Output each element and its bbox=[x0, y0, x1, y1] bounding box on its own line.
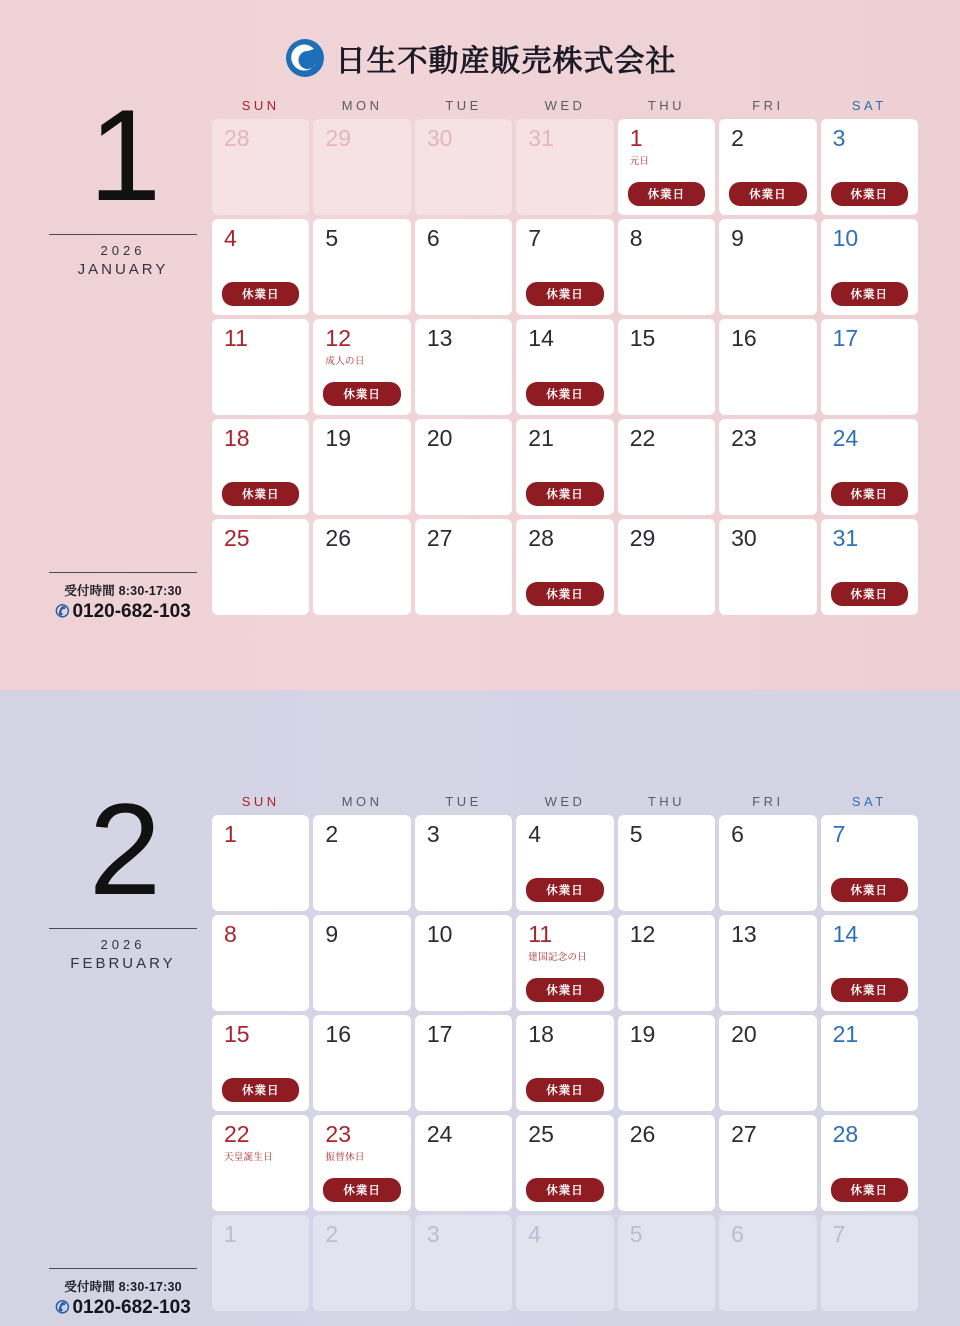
week-row bbox=[212, 119, 918, 215]
closed-badge: 休業日 bbox=[831, 878, 908, 902]
day-cell[interactable] bbox=[618, 815, 715, 911]
day-number: 23 bbox=[325, 1121, 352, 1147]
closed-badge: 休業日 bbox=[526, 382, 603, 406]
day-number: 3 bbox=[426, 1221, 440, 1247]
day-cell[interactable] bbox=[821, 519, 918, 615]
day-cell[interactable] bbox=[313, 319, 410, 415]
day-cell[interactable] bbox=[212, 915, 309, 1011]
day-number: 28 bbox=[224, 125, 250, 151]
day-number: 10 bbox=[426, 921, 453, 947]
day-number: 26 bbox=[325, 525, 352, 551]
week-row bbox=[212, 915, 918, 1011]
day-cell[interactable] bbox=[719, 815, 816, 911]
day-number: 21 bbox=[528, 425, 554, 451]
day-number: 24 bbox=[832, 425, 859, 451]
closed-badge: 休業日 bbox=[222, 282, 299, 306]
day-number: 3 bbox=[426, 821, 440, 847]
closed-badge: 休業日 bbox=[526, 482, 603, 506]
spiral-logo-icon bbox=[284, 37, 326, 79]
day-number: 16 bbox=[325, 1021, 352, 1047]
day-cell[interactable] bbox=[516, 1015, 613, 1111]
weekday-label-mon: MON bbox=[341, 98, 383, 113]
day-cell[interactable] bbox=[212, 319, 309, 415]
day-number: 22 bbox=[629, 425, 656, 451]
day-cell[interactable] bbox=[516, 119, 613, 215]
day-cell[interactable] bbox=[212, 1115, 309, 1211]
day-number: 29 bbox=[629, 525, 656, 551]
holiday-name: 天皇誕生日 bbox=[224, 1152, 274, 1163]
day-cell[interactable] bbox=[618, 119, 715, 215]
day-cell[interactable] bbox=[415, 1215, 512, 1311]
day-number: 7 bbox=[528, 225, 542, 251]
day-cell[interactable] bbox=[821, 1215, 918, 1311]
day-cell[interactable] bbox=[821, 1015, 918, 1111]
day-cell[interactable] bbox=[821, 419, 918, 515]
day-cell[interactable] bbox=[821, 219, 918, 315]
day-cell[interactable] bbox=[618, 419, 715, 515]
closed-badge: 休業日 bbox=[222, 1078, 299, 1102]
divider bbox=[49, 234, 197, 235]
day-number: 16 bbox=[731, 325, 757, 351]
holiday-name: 成人の日 bbox=[325, 356, 365, 367]
contact-block-january bbox=[38, 572, 208, 623]
day-number: 18 bbox=[528, 1021, 554, 1047]
day-number: 1 bbox=[224, 1221, 237, 1247]
day-cell[interactable] bbox=[821, 319, 918, 415]
day-number: 6 bbox=[731, 821, 744, 847]
weekday-header-row bbox=[212, 794, 918, 809]
closed-badge: 休業日 bbox=[831, 1178, 908, 1202]
day-cell[interactable] bbox=[719, 1015, 816, 1111]
holiday-name: 振替休日 bbox=[325, 1152, 365, 1163]
day-cell[interactable] bbox=[212, 419, 309, 515]
day-cell[interactable] bbox=[719, 1115, 816, 1211]
day-number: 4 bbox=[528, 1221, 542, 1247]
weekday-header-row bbox=[212, 98, 918, 113]
holiday-name: 元日 bbox=[629, 156, 650, 167]
day-number: 31 bbox=[528, 125, 554, 151]
divider bbox=[49, 928, 197, 929]
phone-number[interactable] bbox=[38, 601, 208, 623]
weekday-label-fri: FRI bbox=[752, 794, 784, 809]
month-name-en: FEBRUARY bbox=[70, 954, 176, 972]
closed-badge: 休業日 bbox=[526, 1178, 603, 1202]
year-label: 2026 bbox=[100, 936, 146, 952]
reception-hours: 受付時間 8:30-17:30 bbox=[64, 584, 182, 598]
day-number: 14 bbox=[528, 325, 554, 351]
phone-icon: ✆ bbox=[55, 602, 70, 621]
day-number: 6 bbox=[426, 225, 440, 251]
day-cell[interactable] bbox=[415, 915, 512, 1011]
day-number: 2 bbox=[325, 1221, 339, 1247]
day-number: 7 bbox=[832, 1221, 846, 1247]
day-cell[interactable] bbox=[212, 1015, 309, 1111]
closed-badge: 休業日 bbox=[526, 582, 603, 606]
day-cell[interactable] bbox=[415, 319, 512, 415]
phone-number[interactable] bbox=[38, 1297, 208, 1319]
day-number: 17 bbox=[426, 1021, 453, 1047]
week-row bbox=[212, 519, 918, 615]
day-cell[interactable] bbox=[516, 1115, 613, 1211]
day-number: 7 bbox=[832, 821, 846, 847]
day-cell[interactable] bbox=[821, 815, 918, 911]
weeks-february bbox=[212, 815, 918, 1311]
day-number: 15 bbox=[629, 325, 656, 351]
day-cell[interactable] bbox=[415, 119, 512, 215]
day-cell[interactable] bbox=[618, 519, 715, 615]
day-number: 20 bbox=[731, 1021, 757, 1047]
day-cell[interactable] bbox=[618, 219, 715, 315]
closed-badge: 休業日 bbox=[526, 878, 603, 902]
weekday-label-sat: SAT bbox=[851, 794, 887, 809]
day-cell[interactable] bbox=[415, 1115, 512, 1211]
day-cell[interactable] bbox=[618, 915, 715, 1011]
day-cell[interactable] bbox=[618, 319, 715, 415]
weeks-january bbox=[212, 119, 918, 615]
day-cell[interactable] bbox=[212, 119, 309, 215]
day-cell[interactable] bbox=[313, 815, 410, 911]
brand-header bbox=[0, 36, 960, 80]
day-number: 3 bbox=[832, 125, 846, 151]
closed-badge: 休業日 bbox=[729, 182, 806, 206]
day-number: 2 bbox=[325, 821, 339, 847]
day-number: 5 bbox=[629, 1221, 643, 1247]
weekday-label-tue: TUE bbox=[445, 794, 482, 809]
day-number: 18 bbox=[224, 425, 250, 451]
day-cell[interactable] bbox=[415, 815, 512, 911]
day-cell[interactable] bbox=[821, 915, 918, 1011]
day-cell[interactable] bbox=[313, 119, 410, 215]
day-cell[interactable] bbox=[313, 1015, 410, 1111]
day-number: 8 bbox=[224, 921, 237, 947]
day-cell[interactable] bbox=[313, 1215, 410, 1311]
weekday-label-tue: TUE bbox=[445, 98, 482, 113]
week-row bbox=[212, 419, 918, 515]
weekday-label-mon: MON bbox=[341, 794, 383, 809]
day-cell[interactable] bbox=[516, 1215, 613, 1311]
week-row bbox=[212, 815, 918, 911]
day-number: 12 bbox=[325, 325, 352, 351]
day-number: 31 bbox=[832, 525, 859, 551]
weekday-label-sun: SUN bbox=[241, 98, 280, 113]
calendar-february bbox=[212, 794, 918, 1311]
day-cell[interactable] bbox=[516, 815, 613, 911]
day-number: 12 bbox=[629, 921, 656, 947]
day-cell[interactable] bbox=[719, 419, 816, 515]
day-number: 5 bbox=[629, 821, 643, 847]
day-cell[interactable] bbox=[516, 219, 613, 315]
day-number: 17 bbox=[832, 325, 859, 351]
day-number: 9 bbox=[325, 921, 339, 947]
reception-hours: 受付時間 8:30-17:30 bbox=[64, 1280, 182, 1294]
closed-badge: 休業日 bbox=[526, 282, 603, 306]
day-number: 28 bbox=[832, 1121, 859, 1147]
day-number: 22 bbox=[224, 1121, 250, 1147]
day-number: 11 bbox=[224, 325, 248, 351]
day-number: 29 bbox=[325, 125, 352, 151]
week-row bbox=[212, 1115, 918, 1211]
day-cell[interactable] bbox=[719, 319, 816, 415]
day-cell[interactable] bbox=[719, 519, 816, 615]
day-number: 8 bbox=[629, 225, 643, 251]
day-cell[interactable] bbox=[618, 1215, 715, 1311]
day-number: 27 bbox=[426, 525, 453, 551]
day-number: 14 bbox=[832, 921, 859, 947]
closed-badge: 休業日 bbox=[831, 182, 908, 206]
brand-name: 日生不動産販売株式会社 bbox=[335, 44, 677, 79]
day-number: 5 bbox=[325, 225, 339, 251]
divider bbox=[49, 1268, 197, 1269]
day-number: 24 bbox=[426, 1121, 453, 1147]
day-number: 19 bbox=[629, 1021, 656, 1047]
day-number: 10 bbox=[832, 225, 859, 251]
day-number: 6 bbox=[731, 1221, 744, 1247]
phone-number-text: 0120-682-103 bbox=[72, 1297, 191, 1318]
day-cell[interactable] bbox=[821, 1115, 918, 1211]
day-number: 1 bbox=[224, 821, 237, 847]
day-cell[interactable] bbox=[415, 519, 512, 615]
day-cell[interactable] bbox=[516, 419, 613, 515]
week-row bbox=[212, 319, 918, 415]
month-label-january bbox=[38, 82, 208, 278]
day-number: 4 bbox=[528, 821, 542, 847]
week-row bbox=[212, 219, 918, 315]
contact-block-february bbox=[38, 1268, 208, 1319]
day-cell[interactable] bbox=[212, 815, 309, 911]
day-cell[interactable] bbox=[415, 219, 512, 315]
day-number: 27 bbox=[731, 1121, 757, 1147]
day-cell[interactable] bbox=[415, 419, 512, 515]
week-row bbox=[212, 1015, 918, 1111]
weekday-label-wed: WED bbox=[544, 98, 586, 113]
closed-badge: 休業日 bbox=[222, 482, 299, 506]
day-cell[interactable] bbox=[719, 119, 816, 215]
weekday-label-thu: THU bbox=[647, 98, 686, 113]
closed-badge: 休業日 bbox=[323, 382, 400, 406]
day-cell[interactable] bbox=[618, 1115, 715, 1211]
closed-badge: 休業日 bbox=[323, 1178, 400, 1202]
day-cell[interactable] bbox=[313, 1115, 410, 1211]
day-cell[interactable] bbox=[719, 219, 816, 315]
month-label-february bbox=[38, 776, 208, 972]
day-number: 25 bbox=[528, 1121, 554, 1147]
weekday-label-thu: THU bbox=[647, 794, 686, 809]
day-cell[interactable] bbox=[212, 219, 309, 315]
weekday-label-fri: FRI bbox=[752, 98, 784, 113]
month-number: 2 bbox=[88, 776, 158, 922]
weekday-label-sat: SAT bbox=[851, 98, 887, 113]
weekday-label-wed: WED bbox=[544, 794, 586, 809]
day-cell[interactable] bbox=[313, 419, 410, 515]
day-number: 23 bbox=[731, 425, 757, 451]
day-number: 9 bbox=[731, 225, 744, 251]
phone-icon: ✆ bbox=[55, 1298, 70, 1317]
day-number: 11 bbox=[528, 921, 553, 947]
day-number: 13 bbox=[731, 921, 757, 947]
closed-badge: 休業日 bbox=[831, 582, 908, 606]
weekday-label-sun: SUN bbox=[241, 794, 280, 809]
day-number: 4 bbox=[224, 225, 237, 251]
calendar-january bbox=[212, 98, 918, 615]
day-number: 15 bbox=[224, 1021, 250, 1047]
closed-badge: 休業日 bbox=[831, 282, 908, 306]
day-number: 1 bbox=[629, 125, 643, 151]
day-number: 26 bbox=[629, 1121, 656, 1147]
day-number: 28 bbox=[528, 525, 554, 551]
day-cell[interactable] bbox=[821, 119, 918, 215]
closed-badge: 休業日 bbox=[831, 978, 908, 1002]
month-panel-february bbox=[0, 690, 960, 1326]
day-cell[interactable] bbox=[313, 519, 410, 615]
day-cell[interactable] bbox=[415, 1015, 512, 1111]
month-name-en: JANUARY bbox=[77, 260, 169, 278]
week-row bbox=[212, 1215, 918, 1311]
day-cell[interactable] bbox=[212, 519, 309, 615]
month-number: 1 bbox=[88, 82, 158, 228]
day-cell[interactable] bbox=[212, 1215, 309, 1311]
closed-badge: 休業日 bbox=[526, 1078, 603, 1102]
closed-badge: 休業日 bbox=[526, 978, 603, 1002]
day-cell[interactable] bbox=[313, 219, 410, 315]
closed-badge: 休業日 bbox=[831, 482, 908, 506]
day-cell[interactable] bbox=[618, 1015, 715, 1111]
divider bbox=[49, 572, 197, 573]
day-number: 30 bbox=[731, 525, 757, 551]
closed-badge: 休業日 bbox=[628, 182, 705, 206]
day-number: 20 bbox=[426, 425, 453, 451]
day-number: 30 bbox=[426, 125, 453, 151]
year-label: 2026 bbox=[100, 242, 146, 258]
phone-number-text: 0120-682-103 bbox=[72, 601, 191, 622]
day-number: 13 bbox=[426, 325, 453, 351]
day-cell[interactable] bbox=[516, 915, 613, 1011]
day-cell[interactable] bbox=[313, 915, 410, 1011]
day-cell[interactable] bbox=[719, 1215, 816, 1311]
day-number: 21 bbox=[832, 1021, 859, 1047]
day-number: 25 bbox=[224, 525, 250, 551]
day-cell[interactable] bbox=[719, 915, 816, 1011]
day-number: 2 bbox=[731, 125, 744, 151]
holiday-name: 建国記念の日 bbox=[528, 952, 588, 963]
day-number: 19 bbox=[325, 425, 352, 451]
day-cell[interactable] bbox=[516, 519, 613, 615]
day-cell[interactable] bbox=[516, 319, 613, 415]
